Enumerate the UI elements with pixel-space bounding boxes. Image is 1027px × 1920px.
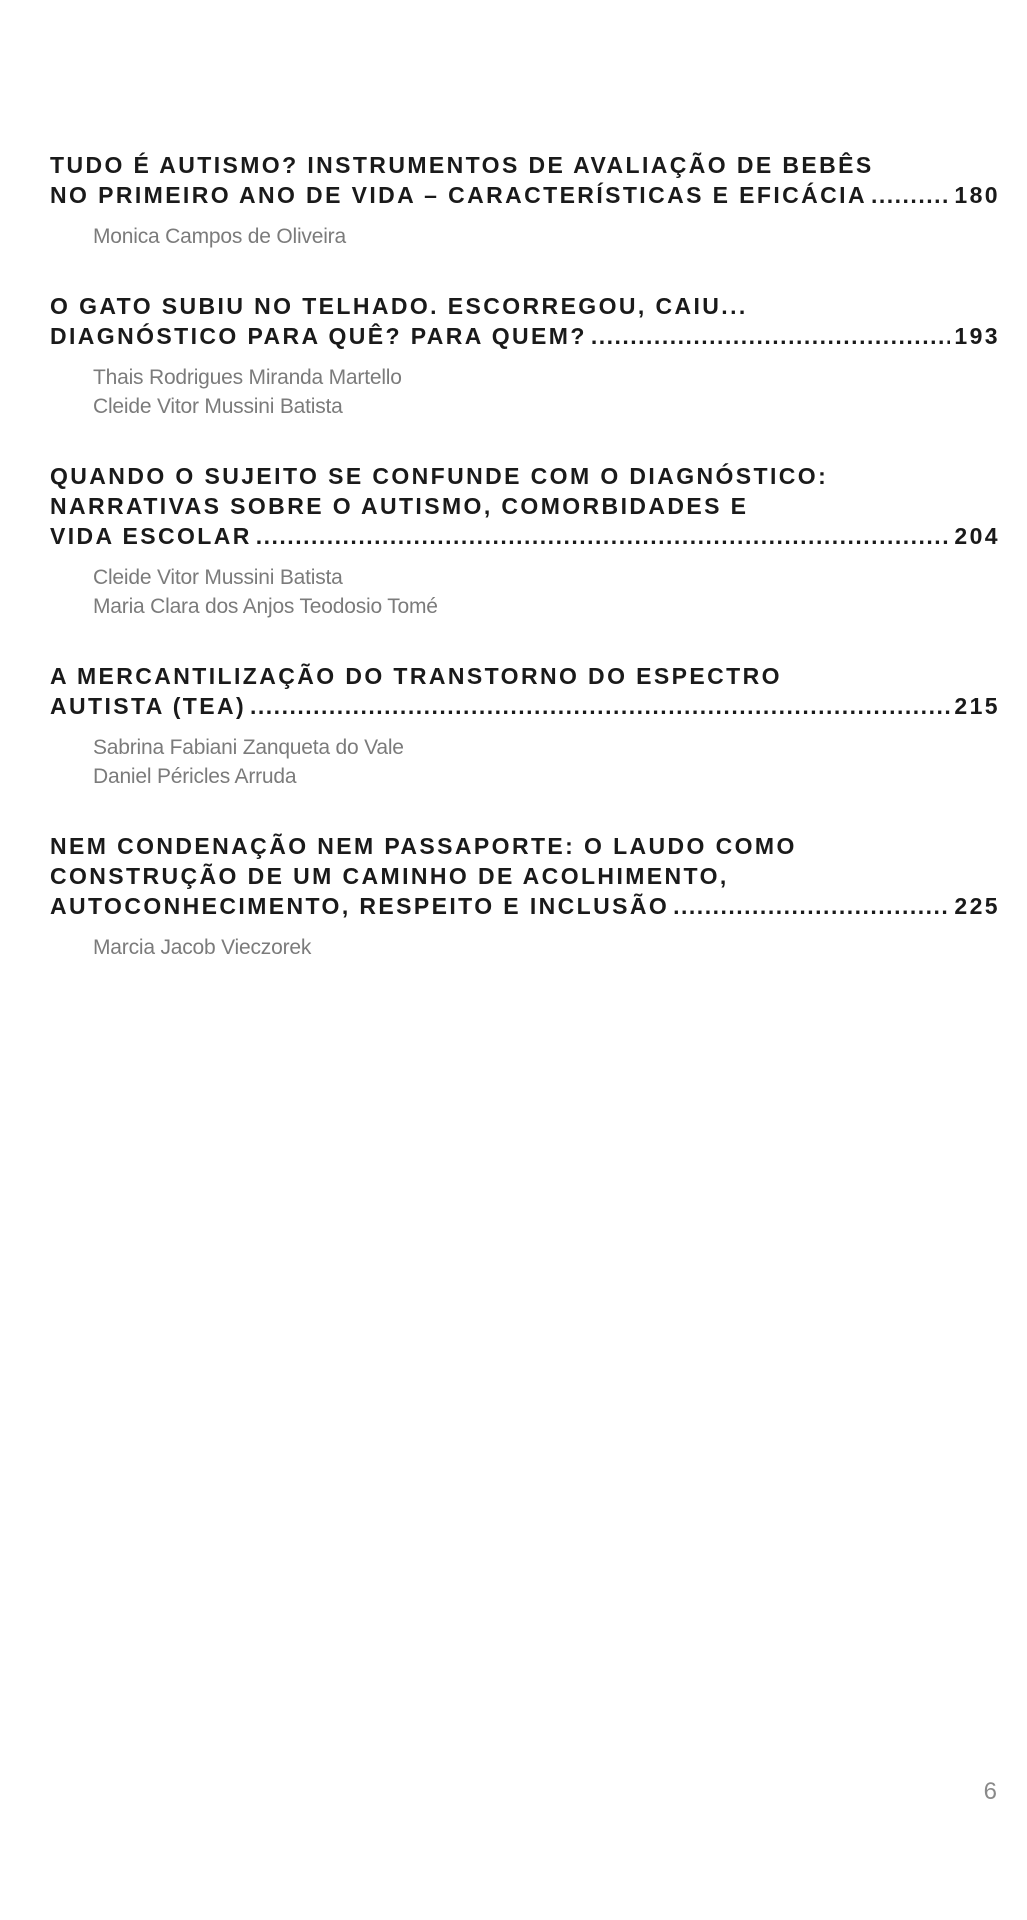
entry-title-text: QUANDO O SUJEITO SE CONFUNDE COM O DIAGNÓSTICO: <box>50 463 829 489</box>
entry-title-text: O GATO SUBIU NO TELHADO. ESCORREGOU, CAIU... <box>50 293 748 319</box>
entry-title-text: CONSTRUÇÃO DE UM CAMINHO DE ACOLHIMENTO, <box>50 863 729 889</box>
entry-title-text: TUDO É AUTISMO? INSTRUMENTOS DE AVALIAÇÃO DE BEBÊS <box>50 152 874 178</box>
author-name: Daniel Péricles Arruda <box>93 765 297 788</box>
entry-authors <box>50 363 1000 421</box>
entry-title-line <box>50 831 1000 861</box>
entry-title-text: NEM CONDENAÇÃO NEM PASSAPORTE: O LAUDO COMO <box>50 833 797 859</box>
entry-title-line <box>50 321 1000 351</box>
entry-title-line <box>50 491 1000 521</box>
entry-title-line <box>50 861 1000 891</box>
author-name: Sabrina Fabiani Zanqueta do Vale <box>93 736 404 759</box>
entry-title-line <box>50 461 1000 491</box>
entry-title-line <box>50 521 1000 551</box>
dot-leader <box>250 691 950 721</box>
entry-title-line <box>50 661 1000 691</box>
dot-leader <box>871 180 950 210</box>
author-name: Cleide Vitor Mussini Batista <box>93 395 343 418</box>
author-name: Monica Campos de Oliveira <box>93 225 346 248</box>
author-name: Cleide Vitor Mussini Batista <box>93 566 343 589</box>
entry-title-text: DIAGNÓSTICO PARA QUÊ? PARA QUEM? <box>50 323 587 349</box>
entry-title-text: NARRATIVAS SOBRE O AUTISMO, COMORBIDADES E <box>50 493 749 519</box>
entry-title-line <box>50 891 1000 921</box>
entry-page-number: 204 <box>954 523 1000 549</box>
author-name: Maria Clara dos Anjos Teodosio Tomé <box>93 595 438 618</box>
dot-leader <box>256 521 951 551</box>
author-name: Marcia Jacob Vieczorek <box>93 936 312 959</box>
entry-authors <box>50 733 1000 791</box>
entry-title-text: NO PRIMEIRO ANO DE VIDA – CARACTERÍSTICAS E EFICÁCIA <box>50 182 867 208</box>
entry-authors <box>50 563 1000 621</box>
author-name: Thais Rodrigues Miranda Martello <box>93 366 402 389</box>
entry-title-line <box>50 150 1000 180</box>
entry-page-number: 225 <box>954 893 1000 919</box>
entry-authors <box>50 222 1000 251</box>
toc-entry[interactable] <box>50 661 1000 791</box>
entry-authors <box>50 933 1000 962</box>
entry-title-text: AUTISTA (TEA) <box>50 693 247 719</box>
toc-entry[interactable] <box>50 831 1000 962</box>
entry-title-text: VIDA ESCOLAR <box>50 523 252 549</box>
toc-entry[interactable] <box>50 291 1000 421</box>
toc-entry[interactable] <box>50 461 1000 621</box>
dot-leader <box>673 891 950 921</box>
entry-page-number: 193 <box>954 323 1000 349</box>
toc-entry[interactable] <box>50 150 1000 251</box>
entry-page-number: 215 <box>954 693 1000 719</box>
entry-title-line <box>50 180 1000 210</box>
entry-title-line <box>50 291 1000 321</box>
page-number: 6 <box>983 1778 997 1805</box>
dot-leader <box>591 321 951 351</box>
entry-title-text: A MERCANTILIZAÇÃO DO TRANSTORNO DO ESPECTRO <box>50 663 782 689</box>
entry-title-text: AUTOCONHECIMENTO, RESPEITO E INCLUSÃO <box>50 893 670 919</box>
table-of-contents <box>50 150 1000 1002</box>
entry-page-number: 180 <box>954 182 1000 208</box>
entry-title-line <box>50 691 1000 721</box>
